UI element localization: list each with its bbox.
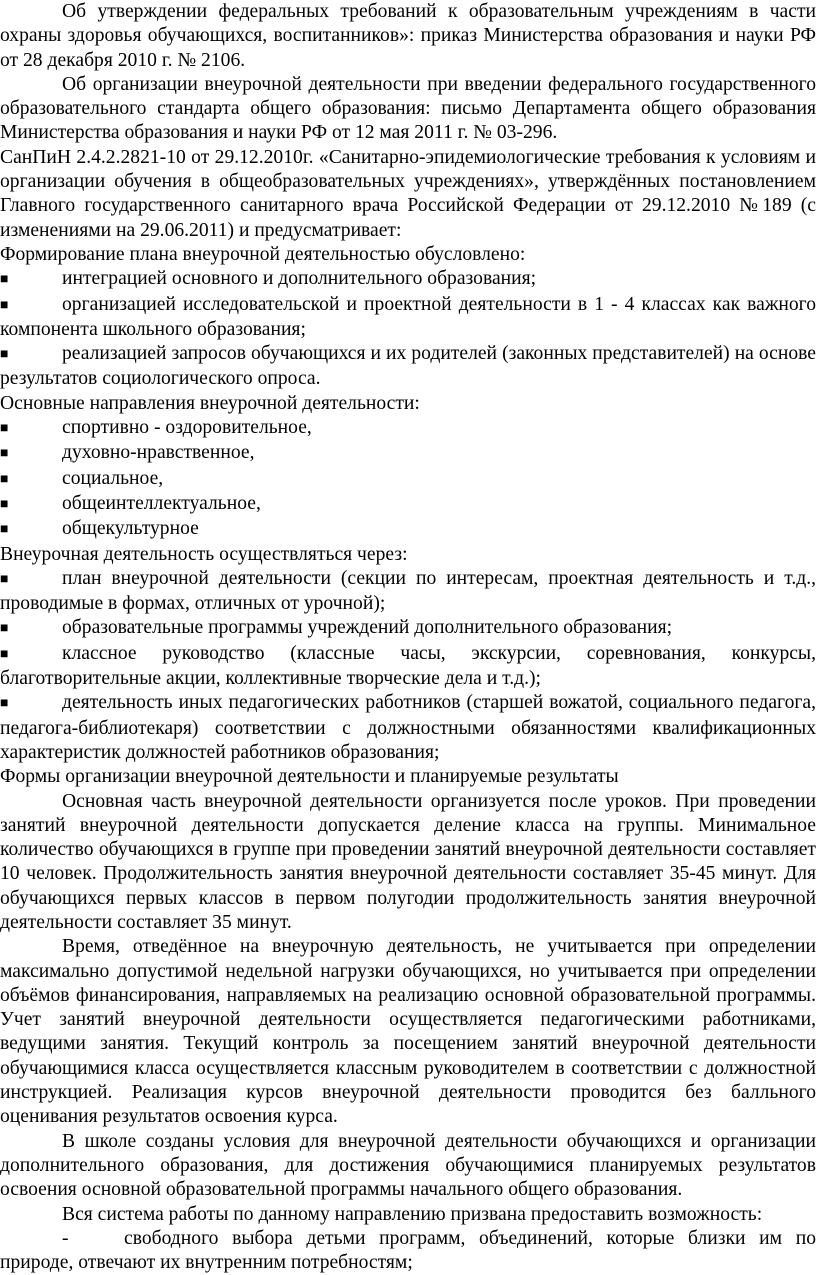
bullet-square-icon: ■ — [0, 297, 9, 313]
list-item: ■ организацией исследовательской и проектной деятельности в 1 - 4 классах как важного компонента школьного образования; — [0, 293, 816, 340]
list-item: ■ план внеурочной деятельности (секции по интересам, проектная деятельность и т.д., проводимые в формах, отличных от урочной); — [0, 567, 816, 615]
list-item: ■ спортивно - оздоровительное, — [0, 417, 312, 439]
bullet-square-icon: ■ — [0, 446, 9, 462]
paragraph-extracurricular-letter: Об организации внеурочной деятельности при введении федерального государственного образовательного стандарта общего образования: письмо Департамента общего образования Министерства образования и науки РФ от 12 мая 2011 г. № 03-296. — [0, 73, 816, 144]
list-item: ■ деятельность иных педагогических работников (старшей вожатой, социального педагога, педагога-библиотекаря) соответствии с должностными обязанностями квалификационных характеристик должностей работников образования; — [0, 692, 816, 763]
bullet-square-icon: ■ — [0, 696, 9, 712]
paragraph-plan-heading: Формирование плана внеурочной деятельностью обусловлено: — [0, 243, 526, 265]
list-item-dash: - свободного выбора детьми программ, объединений, которые близки им по природе, отвечают их внутренним потребностям; — [0, 1227, 816, 1274]
paragraph-forms-heading: Формы организации внеурочной деятельности и планируемые результаты — [0, 766, 619, 788]
dash-icon: - — [62, 1227, 69, 1249]
paragraph-federal-requirements: Об утверждении федеральных требований к образовательным учреждениям в части охраны здоровья обучающихся, воспитанников»: приказ Министерства образования и науки РФ от 28 декабря 2010 г. № 2106. — [0, 1, 816, 71]
list-item: ■ интеграцией основного и дополнительного образования; — [0, 268, 537, 290]
bullet-square-icon: ■ — [0, 421, 9, 437]
bullet-square-icon: ■ — [0, 522, 9, 538]
paragraph-school-conditions: В школе созданы условия для внеурочной деятельности обучающихся и организации дополнительного образования, для достижения обучающимися планируемых результатов освоения основной образовательной программы начального общего образования. — [0, 1130, 816, 1201]
bullet-square-icon: ■ — [0, 571, 9, 587]
bullet-square-icon: ■ — [0, 272, 9, 288]
bullet-square-icon: ■ — [0, 646, 9, 662]
paragraph-whole-system: Вся система работы по данному направлению призвана предоставить возможность: — [62, 1203, 763, 1225]
list-item: ■ реализацией запросов обучающихся и их родителей (законных представителей) на основе результатов социологического опроса. — [0, 343, 816, 390]
list-item: ■ социальное, — [0, 467, 164, 489]
list-item: ■ общекультурное — [0, 518, 199, 540]
bullet-square-icon: ■ — [0, 496, 9, 512]
paragraph-through-heading: Внеурочная деятельность осуществляться через: — [0, 543, 408, 565]
paragraph-time-allocated: Время, отведённое на внеурочную деятельность, не учитывается при определении максимально допустимой недельной нагрузки обучающихся, но учитывается при определении объёмов финансирования, направляемых на реализацию основной образовательной программы. Учет занятий внеурочной деятельности осуществляется педагогическими работниками, ведущими занятия. Текущий контроль за посещением занятий внеурочной деятельности обучающимися класса осуществляется классным руководителем в соответствии с должностной инструкцией. Реализация курсов внеурочной деятельности проводится без балльного оценивания результатов освоения курса. — [0, 936, 816, 1128]
bullet-square-icon: ■ — [0, 471, 9, 487]
bullet-square-icon: ■ — [0, 621, 9, 637]
bullet-square-icon: ■ — [0, 347, 9, 363]
list-item: ■ образовательные программы учреждений дополнительного образования; — [0, 617, 673, 639]
list-item: ■ общеинтеллектуальное, — [0, 492, 261, 514]
list-item: ■ духовно-нравственное, — [0, 442, 255, 464]
paragraph-directions-heading: Основные направления внеурочной деятельности: — [0, 392, 420, 414]
list-item: ■ классное руководство (классные часы, экскурсии, соревнования, конкурсы, благотворительные акции, коллективные творческие дела и т.д.); — [0, 642, 816, 690]
paragraph-main-part: Основная часть внеурочной деятельности организуется после уроков. При проведении занятий внеурочной деятельности допускается деление класса на группы. Минимальное количество обучающихся в группе при проведении занятий внеурочной деятельности составляет 10 человек. Продолжительность занятия внеурочной деятельности составляет 35-45 минут. Для обучающихся первых классов в первом полугодии продолжительность занятия внеурочной деятельности составляет 35 минут. — [0, 790, 816, 933]
paragraph-sanpin: СанПиН 2.4.2.2821-10 от 29.12.2010г. «Санитарно-эпидемиологические требования к условиям и организации обучения в общеобразовательных учреждениях», утверждённых постановлением Главного государственного санитарного врача Российской Федерации от 29.12.2010 №189 (с изменениями на 29.06.2011) и предусматривает: — [0, 146, 816, 241]
